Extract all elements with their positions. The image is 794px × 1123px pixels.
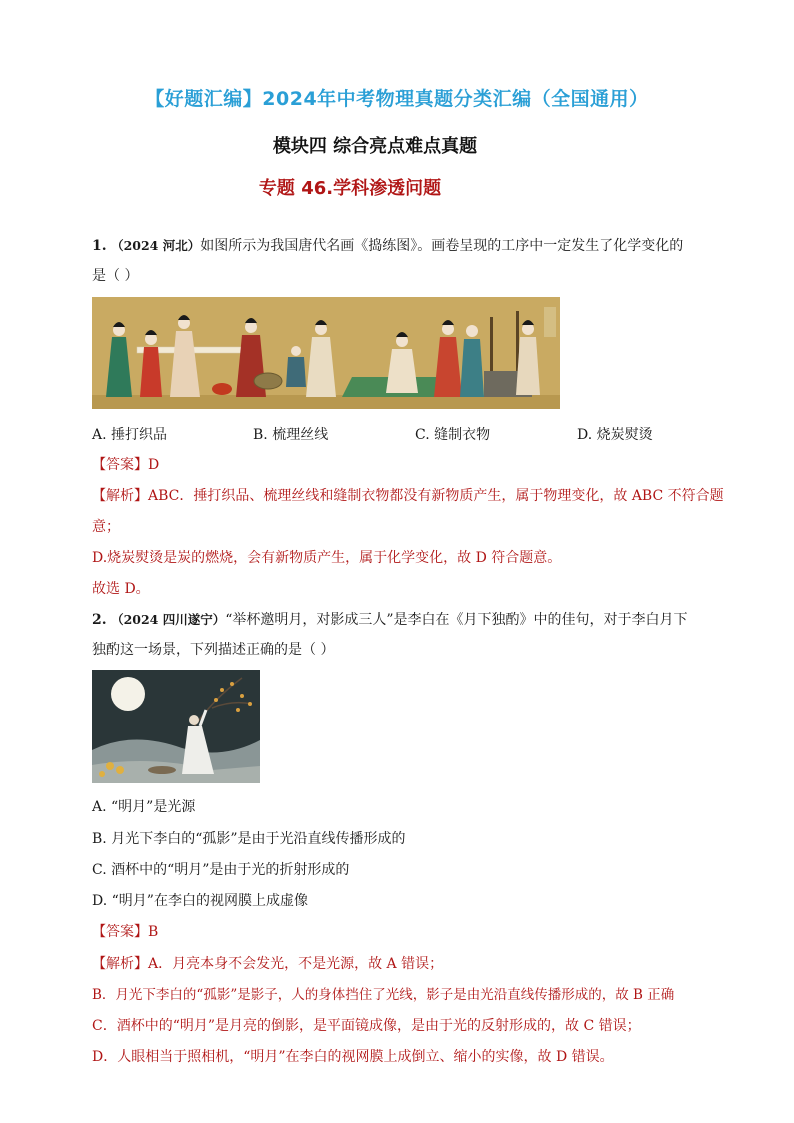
q1-stem-text: 如图所示为我国唐代名画《捣练图》。画卷呈现的工序中一定发生了化学变化的	[200, 238, 684, 254]
q2-number: 2.	[92, 612, 107, 628]
q1-analysis-line-3: D.烧炭熨烫是炭的燃烧，会有新物质产生，属于化学变化，故 D 符合题意。	[92, 550, 562, 566]
topic-heading: 专题 46.学科渗透问题	[258, 178, 442, 199]
q1-option-d: D. 烧炭熨烫	[577, 427, 653, 443]
q2-analysis-label: 【解析】	[92, 956, 148, 972]
q1-analysis-label: 【解析】	[92, 488, 148, 504]
module-heading: 模块四 综合亮点难点真题	[272, 136, 478, 157]
painting-illustration	[92, 297, 560, 409]
q2-answer-value: B	[148, 924, 159, 940]
q2-stem-text: “举杯邀明月，对影成三人”是李白在《月下独酌》中的佳句，对于李白月下	[225, 612, 688, 628]
q1-option-a: A. 捶打织品	[92, 427, 168, 443]
q1-answer-label: 【答案】	[92, 457, 148, 473]
q1-option-b: B. 梳理丝线	[253, 427, 329, 443]
q1-analysis-line-1	[92, 486, 724, 506]
q1-analysis-line-2: 意；	[92, 519, 120, 535]
q1-source: （2024 河北）	[111, 238, 201, 253]
q2-analysis-line-a	[92, 954, 712, 974]
moonlight-illustration	[92, 670, 260, 783]
q1-number: 1.	[92, 238, 107, 254]
q1-answer-line	[92, 455, 712, 475]
painting-daolian-tu-image	[92, 297, 560, 409]
q2-option-b: B. 月光下李白的“孤影”是由于光沿直线传播形成的	[92, 831, 406, 847]
q1-answer-value: D	[148, 457, 160, 473]
document-title: 【好题汇编】2024年中考物理真题分类汇编（全国通用）	[145, 88, 649, 110]
q2-option-d: D. “明月”在李白的视网膜上成虚像	[92, 893, 308, 909]
q1-analysis-text-1: ABC．捶打织品、梳理丝线和缝制衣物都没有新物质产生，属于物理变化，故 ABC 不符合题	[148, 488, 724, 504]
q2-option-a: A. “明月”是光源	[92, 799, 196, 815]
q1-stem-line-2: 是（ ）	[92, 268, 139, 284]
q2-analysis-text-a: A．月亮本身不会发光，不是光源，故 A 错误；	[148, 956, 444, 972]
q2-answer-line	[92, 922, 712, 942]
q1-stem-line-1	[92, 236, 712, 256]
q2-answer-label: 【答案】	[92, 924, 148, 940]
q2-analysis-line-c: C．酒杯中的“明月”是月亮的倒影，是平面镜成像，是由于光的反射形成的，故 C 错误；	[92, 1018, 641, 1034]
moonlight-li-bai-image	[92, 670, 260, 783]
q2-stem-line-1	[92, 610, 712, 630]
q2-analysis-line-d: D．人眼相当于照相机，“明月”在李白的视网膜上成倒立、缩小的实像，故 D 错误。	[92, 1049, 614, 1065]
q2-source: （2024 四川遂宁）	[111, 612, 226, 627]
q2-analysis-line-b: B．月光下李白的“孤影”是影子，人的身体挡住了光线，影子是由光沿直线传播形成的，故 B 正确	[92, 987, 675, 1003]
q1-option-c: C. 缝制衣物	[415, 427, 491, 443]
q2-stem-line-2: 独酌这一场景，下列描述正确的是（ ）	[92, 642, 335, 658]
q1-conclusion: 故选 D。	[92, 581, 150, 597]
q2-option-c: C. 酒杯中的“明月”是由于光的折射形成的	[92, 862, 350, 878]
